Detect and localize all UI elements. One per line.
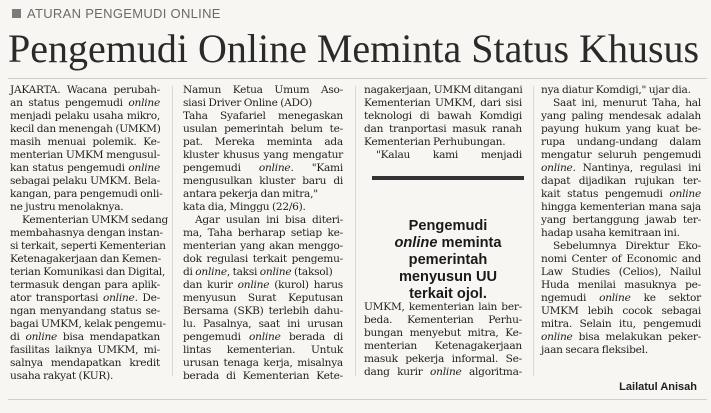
text-line: pengemudi online berada di xyxy=(183,331,343,343)
text-line: lu. Pasalnya, saat ini urusan xyxy=(183,318,343,330)
text-line: kangan, para pengemudi onli- xyxy=(10,188,163,200)
pull-quote xyxy=(372,176,524,303)
text-line: sebagai pelaku UMKM. Bela- xyxy=(10,175,160,187)
text-line: antara pekerja dan mitra," xyxy=(183,188,318,200)
text-line: masih menuai polemik. Ke- xyxy=(10,136,160,148)
article-column-4 xyxy=(541,84,701,357)
text-line: dang kurir online algoritma- xyxy=(364,366,522,378)
text-line: an status pengemudi online xyxy=(10,97,160,109)
pull-quote-rest: meminta xyxy=(437,235,502,251)
article-column-3-top xyxy=(364,84,522,162)
text-line: dan kurir online (kurol) harus xyxy=(183,279,343,291)
text-line: masuk pekerja informal. Se- xyxy=(364,353,522,365)
text-line: "Kalau kami menjadi xyxy=(376,149,522,161)
text-line: kata dia, Minggu (22/6). xyxy=(183,201,306,213)
headline-divider xyxy=(8,78,707,79)
text-line: teknologi di bawah Komdigi xyxy=(364,110,522,122)
article-column-2 xyxy=(183,84,343,383)
text-line: yang bertanggung jawab ter- xyxy=(541,214,701,226)
text-line: mitra. Selain itu, pengemudi xyxy=(541,318,701,330)
text-line: pat. Mereka meminta ada xyxy=(183,136,343,148)
column-divider xyxy=(533,86,534,376)
text-line: ma, Taha berharap setiap ke- xyxy=(183,227,343,239)
text-line: ator transportasi online. De- xyxy=(10,292,160,304)
text-line: Kementerian UMKM sedang xyxy=(22,214,169,226)
text-line: Taha Syafariel menegaskan xyxy=(183,110,343,122)
text-line: membahasnya dengan instan- xyxy=(10,227,163,239)
text-line: bagai UMKM, kelak pengemu- xyxy=(10,318,166,330)
text-line: Bersama (SKB) terlebih dahu- xyxy=(183,305,343,317)
text-line: nagakerjaan, UMKM ditangani xyxy=(364,84,523,96)
text-line: Law Studies (Celios), Nailul xyxy=(541,266,701,278)
byline: Lailatul Anisah xyxy=(619,381,697,393)
pull-quote-line: terkait ojol. xyxy=(409,286,487,302)
text-line: JAKARTA. Wacana perubah- xyxy=(10,84,160,96)
text-line: usaha rakyat (KUR). xyxy=(10,370,114,382)
text-line: kluster khusus yang mengatur xyxy=(183,149,343,161)
text-line: Kementerian Perhubungan. xyxy=(364,136,506,148)
text-line: terian Komunikasi dan Digital, xyxy=(10,266,166,278)
text-line: dan tranportasi masuk ranah xyxy=(364,123,522,135)
text-line: ngemudi online ke sektor xyxy=(541,292,701,304)
pull-quote-line xyxy=(372,235,524,252)
text-line: beda. Kementerian Perhu- xyxy=(364,314,522,326)
text-line: hingga kementerian mana saja xyxy=(541,201,701,213)
text-line: termasuk dengan para aplik- xyxy=(10,279,160,291)
text-line: dok regulasi terkait pengemu- xyxy=(183,253,343,265)
text-line: menterian yang akan menggo- xyxy=(183,240,343,252)
text-line: hadap usaha kemitraan ini. xyxy=(541,227,680,239)
text-line: Ketenagakerjaan dan Kemen- xyxy=(10,253,161,265)
text-line: jaan secara fleksibel. xyxy=(541,344,648,356)
text-line: berada di Kementerian Kete- xyxy=(183,370,343,382)
section-rubric xyxy=(12,6,221,21)
text-line: siasi Driver Online (ADO) xyxy=(183,97,313,109)
text-line: ngan menyandang status se- xyxy=(10,305,160,317)
column-divider xyxy=(172,86,173,376)
text-line: rupa undang-undang dalam xyxy=(541,136,701,148)
bottom-divider xyxy=(8,399,707,400)
headline: Pengemudi Online Meminta Status Khusus xyxy=(8,26,700,71)
text-line: si terkait, seperti Kementerian xyxy=(10,240,166,252)
text-line: online bisa melakukan peker- xyxy=(541,331,701,343)
rubric-label: ATURAN PENGEMUDI ONLINE xyxy=(27,6,221,21)
text-line: Kementerian UMKM, dari sisi xyxy=(364,97,522,109)
text-line: menjadi pelaku usaha mikro, xyxy=(10,110,160,122)
text-line: di online, taksi online (taksol) xyxy=(183,266,333,278)
pull-quote-italic: online xyxy=(394,235,438,251)
text-line: bungan menyebut mitra, Ke- xyxy=(364,327,522,339)
text-line: salnya mendapatkan kredit xyxy=(10,357,160,369)
text-line: kan status pengemudi online xyxy=(10,162,160,174)
text-line: mengusulkan kluster baru di xyxy=(183,175,343,187)
text-line: lintas kementerian. Untuk xyxy=(183,344,343,356)
text-line: kait status pengemudi online xyxy=(541,188,701,200)
text-line: nomi Center of Economic and xyxy=(541,253,701,265)
text-line: menyusun Surat Keputusan xyxy=(183,292,343,304)
article-column-3-bottom xyxy=(364,301,522,379)
text-line: ne justru menolaknya. xyxy=(10,201,124,213)
text-line: Huda menilai masuknya pe- xyxy=(541,279,701,291)
text-line: Sebelumnya Direktur Eko- xyxy=(553,240,701,252)
text-line: menterian UMKM mengusul- xyxy=(10,149,160,161)
pull-quote-line: menyusun UU xyxy=(398,269,498,285)
text-line: pengemudi online. "Kami xyxy=(183,162,343,174)
text-line: UMKM, kementerian lain ber- xyxy=(364,301,522,313)
text-line: payung hukum yang kuat be- xyxy=(541,123,701,135)
text-line: Agar usulan ini bisa diteri- xyxy=(195,214,343,226)
rubric-square-icon xyxy=(12,9,21,18)
text-line: dapat dijadikan rujukan ter- xyxy=(541,175,701,187)
text-line: UMKM lebih cocok sebagai xyxy=(541,305,701,317)
text-line: kecil dan menengah (UMKM) xyxy=(10,123,161,135)
text-line: online. Nantinya, regulasi ini xyxy=(541,162,701,174)
text-line: fasilitas laiknya UMKM, mi- xyxy=(10,344,160,356)
text-line: yang paling mendesak adalah xyxy=(541,110,701,122)
text-line: nya diatur Komdigi," ujar dia. xyxy=(541,84,691,96)
text-line: di online bisa mendapatkan xyxy=(10,331,160,343)
text-line: menterian Ketenagakerjaan xyxy=(364,340,522,352)
text-line: Saat ini, menurut Taha, hal xyxy=(553,97,701,109)
article-column-1 xyxy=(10,84,169,383)
column-divider xyxy=(355,86,356,376)
text-line: Namun Ketua Umum Aso- xyxy=(183,84,343,96)
text-line: mengatur seluruh pengemudi xyxy=(541,149,701,161)
pull-quote-line: pemerintah xyxy=(408,252,488,268)
text-line: usulan pemerintah belum te- xyxy=(183,123,343,135)
text-line: urusan tenaga kerja, misalnya xyxy=(183,357,343,369)
pull-quote-line: Pengemudi xyxy=(408,218,488,234)
